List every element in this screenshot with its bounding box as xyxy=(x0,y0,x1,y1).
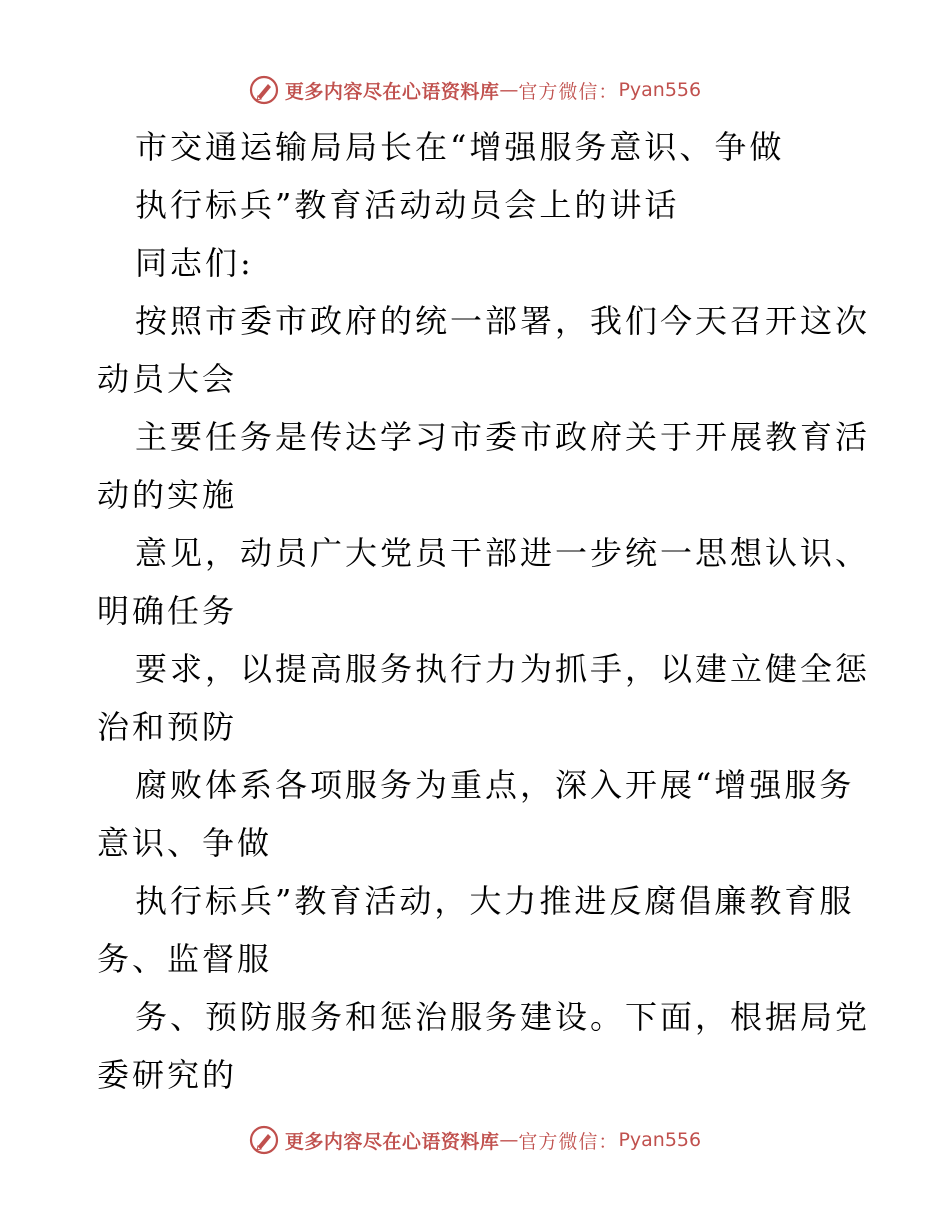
body-line: 动员大会 xyxy=(97,360,238,398)
body-line: 委研究的 xyxy=(97,1056,238,1094)
body-line: 意见，动员广大党员干部进一步统一思想认识、 xyxy=(135,534,871,572)
footer-banner xyxy=(0,1120,950,1160)
body-line: 动的实施 xyxy=(97,476,238,514)
title-line-1: 市交通运输局局长在“增强服务意识、争做 xyxy=(135,128,785,166)
title-line-2: 执行标兵”教育活动动员会上的讲话 xyxy=(135,186,680,224)
document-body xyxy=(97,118,871,1104)
banner-wechat-label: 官方微信： xyxy=(518,1130,619,1153)
banner-account: Pyan556 xyxy=(618,79,702,101)
banner-account: Pyan556 xyxy=(618,1129,702,1151)
banner-brand: 更多内容尽在心语资料库 xyxy=(284,80,500,103)
banner-dash: — xyxy=(499,1129,519,1151)
header-banner xyxy=(0,70,950,110)
body-line: 按照市委市政府的统一部署，我们今天召开这次 xyxy=(135,302,871,340)
body-line: 要求，以提高服务执行力为抓手，以建立健全惩 xyxy=(135,650,871,688)
body-line: 明确任务 xyxy=(97,592,238,630)
body-line: 意识、争做 xyxy=(97,824,273,862)
pen-logo-icon xyxy=(249,75,279,105)
banner-dash: — xyxy=(499,79,519,101)
body-line: 务、预防服务和惩治服务建设。下面，根据局党 xyxy=(135,998,871,1036)
pen-logo-icon xyxy=(249,1125,279,1155)
body-line: 执行标兵”教育活动，大力推进反腐倡廉教育服 xyxy=(135,882,855,920)
body-line: 治和预防 xyxy=(97,708,238,746)
salutation: 同志们: xyxy=(135,244,254,282)
body-line: 腐败体系各项服务为重点，深入开展“增强服务 xyxy=(135,766,855,804)
banner-wechat-label: 官方微信： xyxy=(518,80,619,103)
body-line: 务、监督服 xyxy=(97,940,273,978)
body-line: 主要任务是传达学习市委市政府关于开展教育活 xyxy=(135,418,871,456)
banner-brand: 更多内容尽在心语资料库 xyxy=(284,1130,500,1153)
